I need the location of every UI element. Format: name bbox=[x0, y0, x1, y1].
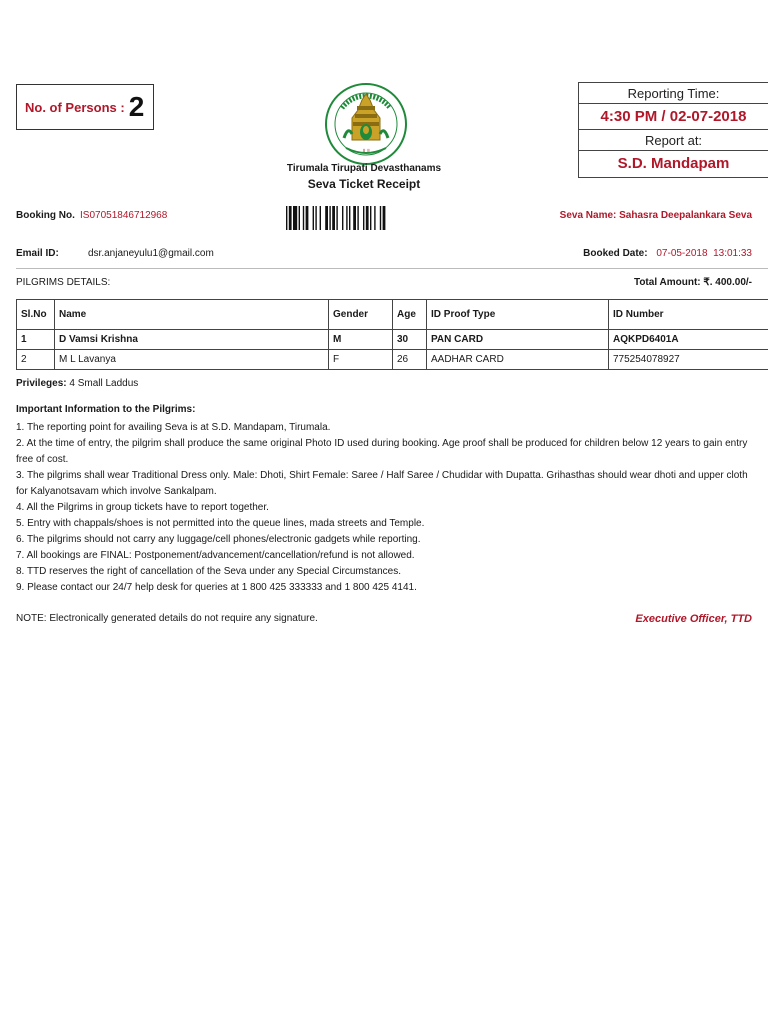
reporting-time-label: Reporting Time: bbox=[579, 83, 768, 104]
column-header: Name bbox=[55, 300, 329, 330]
table-cell: M L Lavanya bbox=[55, 350, 329, 370]
table-cell: M bbox=[329, 330, 393, 350]
pilgrims-heading: PILGRIMS DETAILS: bbox=[16, 277, 111, 288]
important-information bbox=[16, 402, 760, 596]
info-item: 6. The pilgrims should not carry any luggage/cell phones/electronic gadgets while reporting. bbox=[16, 534, 421, 545]
persons-label: No. of Persons : bbox=[25, 99, 125, 115]
table-cell: 26 bbox=[393, 350, 427, 370]
privileges bbox=[16, 378, 138, 389]
divider bbox=[16, 268, 768, 269]
persons-value: 2 bbox=[128, 91, 145, 122]
privileges-value: 4 Small Laddus bbox=[69, 378, 139, 389]
column-header: ID Proof Type bbox=[427, 300, 609, 330]
table-cell: D Vamsi Krishna bbox=[55, 330, 329, 350]
table-cell: 1 bbox=[17, 330, 55, 350]
barcode-icon bbox=[286, 206, 422, 230]
table-cell: AQKPD6401A bbox=[609, 330, 768, 350]
column-header: Age bbox=[393, 300, 427, 330]
info-item: 4. All the Pilgrims in group tickets have to report together. bbox=[16, 502, 269, 513]
table-cell: AADHAR CARD bbox=[427, 350, 609, 370]
document-title: Seva Ticket Receipt bbox=[307, 177, 421, 191]
svg-text:॥ ॥: ॥ ॥ bbox=[362, 148, 370, 154]
seva-name: Seva Name: Sahasra Deepalankara Seva bbox=[559, 210, 752, 221]
info-item: 1. The reporting point for availing Seva is at S.D. Mandapam, Tirumala. bbox=[16, 422, 331, 433]
footer-note: NOTE: Electronically generated details do not require any signature. bbox=[16, 613, 318, 624]
signatory: Executive Officer, TTD bbox=[635, 613, 752, 625]
table-cell: F bbox=[329, 350, 393, 370]
report-at-label: Report at: bbox=[579, 130, 768, 151]
privileges-label: Privileges: bbox=[16, 378, 67, 389]
table-header-row bbox=[17, 300, 768, 330]
info-item: 2. At the time of entry, the pilgrim shall produce the same original Photo ID used during booking. Age proof shall be produced for children below 12 years to gain entry free of cost. bbox=[16, 438, 748, 465]
reporting-time-value: 4:30 PM / 02-07-2018 bbox=[579, 104, 768, 130]
column-header: Sl.No bbox=[17, 300, 55, 330]
table-cell: PAN CARD bbox=[427, 330, 609, 350]
booked-date-label: Booked Date: bbox=[583, 248, 648, 259]
info-item: 7. All bookings are FINAL: Postponement/advancement/cancellation/refund is not allowed. bbox=[16, 550, 415, 561]
info-title: Important Information to the Pilgrims: bbox=[16, 404, 196, 415]
organization-name: Tirumala Tirupati Devasthanams bbox=[286, 163, 442, 174]
info-item: 9. Please contact our 24/7 help desk for queries at 1 800 425 333333 and 1 800 425 4141. bbox=[16, 582, 417, 593]
table-row bbox=[17, 350, 768, 370]
persons-count-box bbox=[16, 84, 154, 130]
info-item: 5. Entry with chappals/shoes is not permitted into the queue lines, mada streets and Temple. bbox=[16, 518, 425, 529]
total-amount: Total Amount: ₹. 400.00/- bbox=[633, 277, 752, 288]
report-at-value: S.D. Mandapam bbox=[617, 155, 730, 172]
email-value: dsr.anjaneyulu1@gmail.com bbox=[88, 248, 214, 259]
reporting-details-box bbox=[578, 82, 768, 178]
table-cell: 30 bbox=[393, 330, 427, 350]
table-cell: 775254078927 bbox=[609, 350, 768, 370]
table-cell: 2 bbox=[17, 350, 55, 370]
pilgrims-table bbox=[16, 299, 768, 370]
info-item: 3. The pilgrims shall wear Traditional Dress only. Male: Dhoti, Shirt Female: Saree / Half Saree / Chudidar with Dupatta. Grihasthas should wear dhoti and upper cloth for Kalyanotsavam which involve Sankalpam. bbox=[16, 470, 748, 497]
ttd-logo-icon bbox=[324, 82, 408, 166]
booked-date bbox=[583, 248, 752, 259]
column-header: ID Number bbox=[609, 300, 768, 330]
column-header: Gender bbox=[329, 300, 393, 330]
info-item: 8. TTD reserves the right of cancellation of the Seva under any Special Circumstances. bbox=[16, 566, 402, 577]
booked-date-value: 07-05-2018 13:01:33 bbox=[656, 248, 752, 259]
email-label: Email ID: bbox=[16, 248, 59, 259]
booking-no-label: Booking No. bbox=[16, 210, 75, 221]
booking-no-value: IS07051846712968 bbox=[80, 210, 168, 221]
table-row bbox=[17, 330, 768, 350]
